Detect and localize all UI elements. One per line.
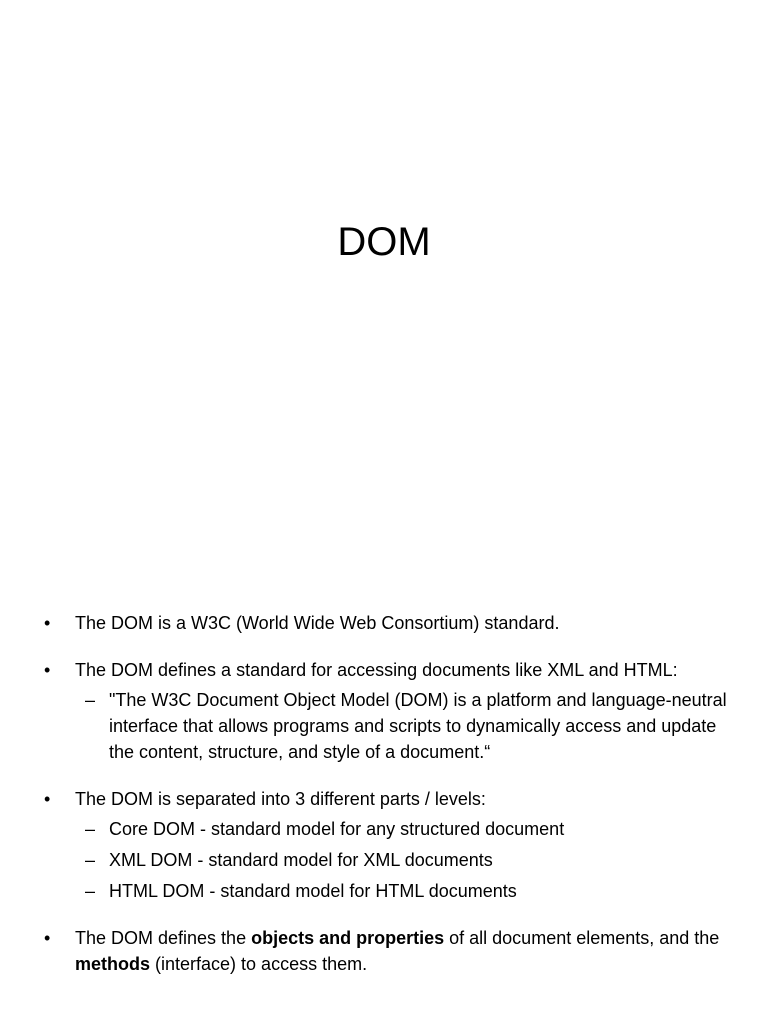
bullet-text-part: (interface) to access them. — [150, 954, 368, 974]
sub-item-html-dom — [75, 878, 734, 904]
sub-item-xml-dom — [75, 847, 734, 873]
sub-list — [75, 816, 734, 904]
dash-icon: – — [85, 881, 96, 901]
sub-item-w3c-quote — [75, 687, 734, 765]
bold-term-objects-properties: objects and properties — [251, 928, 445, 948]
bullet-icon: • — [44, 613, 51, 633]
bullet-item-dom-parts — [44, 786, 734, 904]
bullet-text-part: of all document elements, and the — [444, 928, 720, 948]
sub-item-text: Core DOM - standard model for any structured document — [109, 819, 565, 839]
sub-item-core-dom — [75, 816, 734, 842]
slide-title: DOM — [337, 220, 431, 264]
dash-icon: – — [85, 690, 96, 710]
dash-icon: – — [85, 850, 96, 870]
bullet-text: The DOM defines a standard for accessing documents like XML and HTML: — [75, 660, 678, 680]
sub-item-text: XML DOM - standard model for XML documents — [109, 850, 493, 870]
bullet-item-objects-methods — [44, 925, 734, 977]
bullet-item-w3c-standard — [44, 610, 734, 636]
bullet-item-standard-definition — [44, 657, 734, 765]
bullet-list — [44, 610, 734, 998]
content-slide — [0, 576, 768, 1024]
bullet-icon: • — [44, 660, 51, 680]
bullet-icon: • — [44, 928, 51, 948]
bullet-text-part: The DOM defines the — [75, 928, 252, 948]
bullet-text — [75, 928, 719, 974]
bold-term-methods: methods — [75, 954, 151, 974]
sub-item-text: "The W3C Document Object Model (DOM) is a platform and language-neutral interface that allows programs and scripts to dynamically access and update the content, structure, and style of a document.“ — [109, 690, 727, 762]
dash-icon: – — [85, 819, 96, 839]
bullet-icon: • — [44, 789, 51, 809]
sub-item-text: HTML DOM - standard model for HTML documents — [109, 881, 517, 901]
sub-list — [75, 687, 734, 765]
bullet-text: The DOM is a W3C (World Wide Web Consortium) standard. — [75, 613, 560, 633]
bullet-text: The DOM is separated into 3 different parts / levels: — [75, 789, 486, 809]
